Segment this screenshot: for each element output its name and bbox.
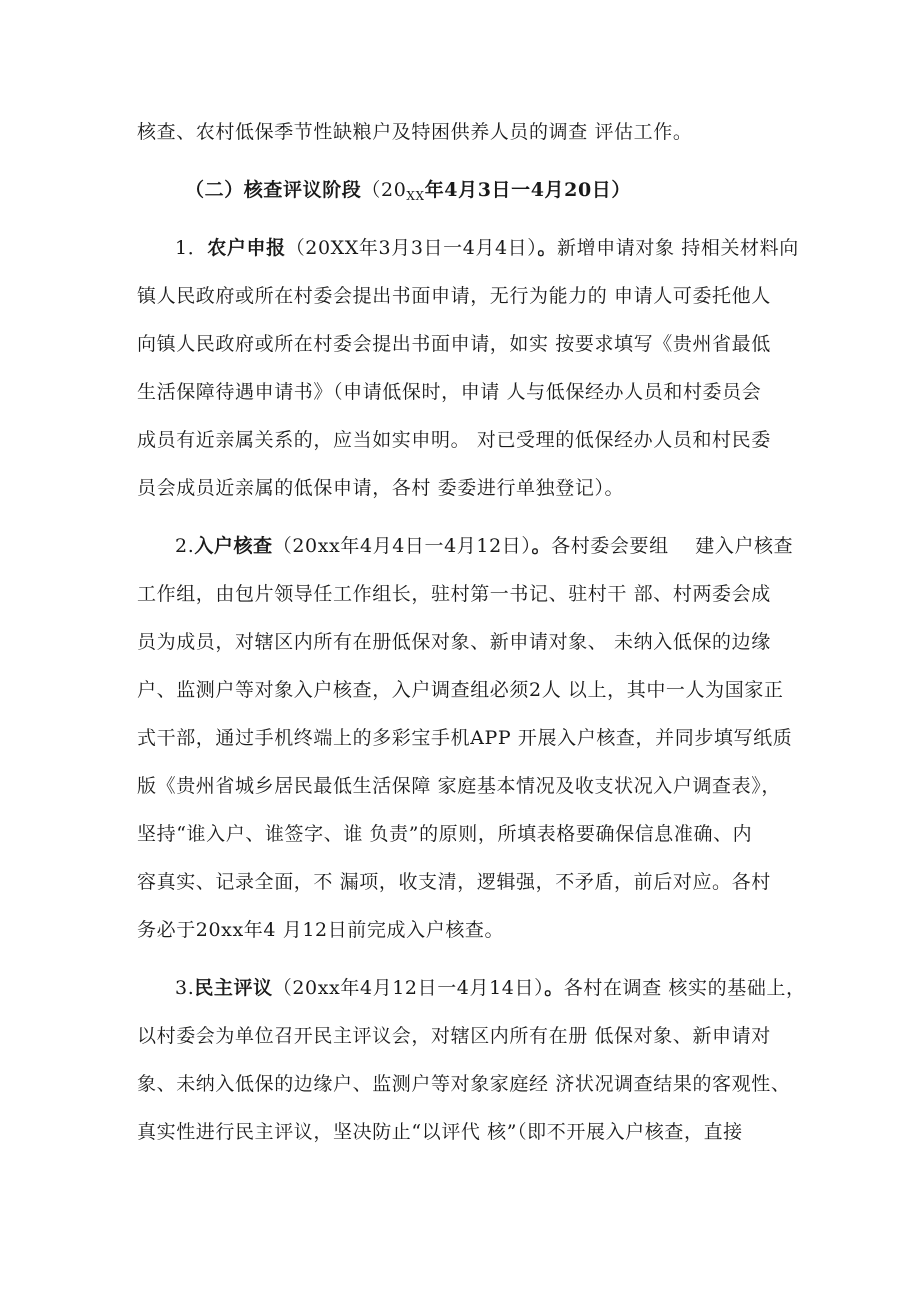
- item1-number: 1．: [175, 237, 208, 259]
- item1-line-4: 成员有近亲属关系的，应当如实申明。 对已受理的低保经办人员和村民委: [137, 429, 771, 451]
- item1-date: （20XX年3月3日一4月4日）: [285, 237, 538, 259]
- item2-line-8: 务必于20xx年4 月12日前完成入户核查。: [137, 919, 505, 941]
- intro-line: 核查、农村低保季节性缺粮户及特困供养人员的调查 评估工作。: [137, 121, 693, 143]
- item2-line-4: 式干部，通过手机终端上的多彩宝手机APP 开展入户核查，并同步填写纸质: [137, 727, 793, 749]
- item2-first-line: [175, 534, 793, 558]
- item3-date: （20xx年4月12日一4月14日）: [272, 977, 545, 999]
- item3-dot: 。: [544, 977, 564, 999]
- item2-line-7: 容真实、记录全面，不 漏项，收支清，逻辑强，不矛盾，前后对应。各村: [137, 871, 771, 893]
- item2-title: 入户核查: [194, 535, 273, 557]
- item1-first-line: [175, 236, 799, 260]
- section-heading-date-rest: 年4月3日一4月20日）: [424, 179, 631, 201]
- item2-date: （20xx年4月4日一4月12日）: [272, 535, 532, 557]
- item2-number: 2.: [175, 535, 195, 557]
- item3-first-line: [175, 976, 806, 1000]
- item1-title: 农户申报: [207, 237, 286, 259]
- item3-line-1: 以村委会为单位召开民主评议会，对辖区内所有在册 低保对象、新申请对: [137, 1025, 771, 1047]
- section-heading-date-open: （20: [361, 179, 407, 201]
- item1-line-2: 向镇人民政府或所在村委会提出书面申请，如实 按要求填写《贵州省最低: [137, 333, 771, 355]
- item2-line-1: 工作组，由包片领导任工作组长，驻村第一书记、驻村干 部、村两委会成: [137, 583, 771, 605]
- item3-line-3: 真实性进行民主评议，坚决防止“以评代 核”（即不开展入户核查，直接: [137, 1121, 743, 1143]
- item1-line-0: 新增申请对象 持相关材料向: [557, 237, 799, 259]
- item2-dot: 。: [531, 535, 552, 557]
- item2-line-2: 员为成员，对辖区内所有在册低保对象、新申请对象、 未纳入低保的边缘: [137, 631, 771, 653]
- section-heading-label: （二）核查评议阶段: [185, 179, 362, 201]
- section-heading-date-sub: XX: [406, 189, 425, 203]
- item1-dot: 。: [537, 237, 557, 259]
- item3-line-2: 象、未纳入低保的边缘户、监测户等对象家庭经 济状况调查结果的客观性、: [137, 1073, 791, 1095]
- item2-line-6: 坚持“谁入户、谁签字、谁 负责”的原则，所填表格要确保信息准确、内: [137, 823, 753, 845]
- item1-line-5: 员会成员近亲属的低保申请，各村 委委进行单独登记）。: [137, 477, 625, 499]
- item1-line-3: 生活保障待遇申请书》（申请低保时，申请 人与低保经办人员和村委员会: [137, 381, 762, 403]
- item3-number: 3.: [175, 977, 195, 999]
- section-heading: [185, 178, 631, 208]
- item3-title: 民主评议: [194, 977, 273, 999]
- item2-line-0: 各村委会要组 建入户核查: [551, 535, 794, 557]
- item2-line-3: 户、监测户等对象入户核查，入户调查组必须2人 以上，其中一人为国家正: [137, 679, 784, 701]
- item3-line-0: 各村在调查 核实的基础上，: [563, 977, 806, 999]
- item2-line-5: 版《贵州省城乡居民最低生活保障 家庭基本情况及收支状况入户调查表》，: [137, 775, 781, 797]
- item1-line-1: 镇人民政府或所在村委会提出书面申请，无行为能力的 申请人可委托他人: [137, 285, 771, 307]
